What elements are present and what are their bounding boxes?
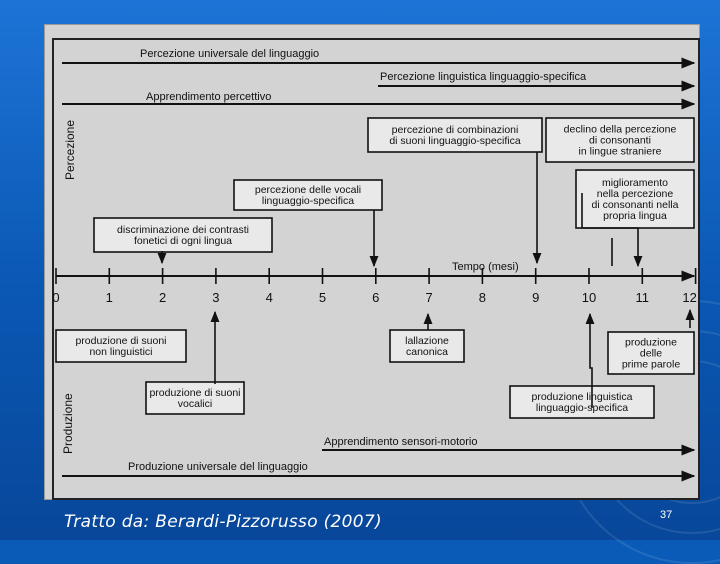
universal-perception-label: Percezione universale del linguaggio (140, 48, 320, 60)
perception-box-text: percezione delle vocali (254, 184, 362, 196)
production-box-text: produzione di suoni (149, 387, 241, 399)
source-credit: Tratto da: Berardi-Pizzorusso (2007) (64, 512, 382, 532)
universal-production-label: Produzione universale del linguaggio (128, 461, 308, 473)
timeline-tick-label: 0 (52, 290, 60, 305)
perception-box-text: discriminazione dei contrasti (117, 224, 249, 236)
perception-box (234, 180, 382, 210)
perception-box-text: di suoni linguaggio-specifica (389, 135, 521, 147)
perception-box-text: percezione di combinazioni (391, 124, 519, 136)
production-box-text: produzione linguistica (531, 391, 633, 403)
production-box-text: lallazione (405, 335, 449, 347)
production-box-text: non linguistici (89, 346, 153, 358)
development-timeline-diagram (52, 38, 700, 500)
timeline-tick-label: 12 (682, 290, 697, 305)
perception-box-text: di consonanti (589, 134, 651, 147)
production-box (608, 332, 694, 374)
perception-box-text: di consonanti nella (591, 199, 679, 211)
timeline-tick-label: 7 (425, 290, 433, 305)
perceptual-learning-label: Apprendimento percettivo (146, 91, 272, 103)
production-box-text: linguaggio-specifica (535, 402, 629, 414)
timeline-tick-label: 2 (158, 290, 167, 305)
perception-box-text: linguaggio-specifica (261, 195, 355, 207)
timeline-tick-label: 11 (635, 290, 650, 305)
perception-box (576, 170, 694, 228)
timeline-tick-label: 6 (372, 290, 380, 305)
production-box-text: prime parole (621, 358, 681, 371)
sensorimotor-learning-label: Apprendimento sensori-motorio (324, 436, 478, 448)
timeline-tick-label: 1 (105, 290, 113, 305)
production-box (56, 330, 186, 362)
production-box-text: produzione (625, 336, 677, 349)
production-box-text: vocalici (177, 398, 213, 410)
perception-box-text: nella percezione (596, 188, 674, 200)
specific-perception-label: Percezione linguistica linguaggio-specifica (380, 71, 587, 83)
timeline-label: Tempo (mesi) (452, 261, 519, 273)
perception-box-text: in lingue straniere (578, 145, 662, 158)
timeline-tick-label: 8 (478, 290, 487, 305)
perception-box (368, 118, 542, 152)
production-box-text: delle (639, 347, 663, 360)
production-box (510, 386, 654, 418)
perception-side-label: Percezione (63, 119, 77, 180)
perception-box (94, 218, 272, 252)
production-box-text: produzione di suoni (75, 335, 167, 347)
production-box (146, 382, 244, 414)
perception-box-text: fonetici di ogni lingua (133, 235, 233, 247)
production-box-text: canonica (405, 346, 449, 358)
production-box (390, 330, 464, 362)
perception-box (546, 118, 694, 162)
perception-box-text: declino della percezione (563, 123, 677, 136)
timeline-tick-label: 4 (265, 290, 273, 305)
perception-box-text: miglioramento (602, 177, 668, 189)
timeline-tick-label: 5 (318, 290, 327, 305)
timeline-tick-label: 10 (581, 290, 597, 305)
timeline-tick-label: 3 (212, 290, 220, 305)
page-number: 37 (660, 509, 673, 521)
perception-box-text: propria lingua (603, 210, 667, 222)
production-side-label: Produzione (61, 393, 75, 454)
timeline-tick-label: 9 (532, 290, 540, 305)
